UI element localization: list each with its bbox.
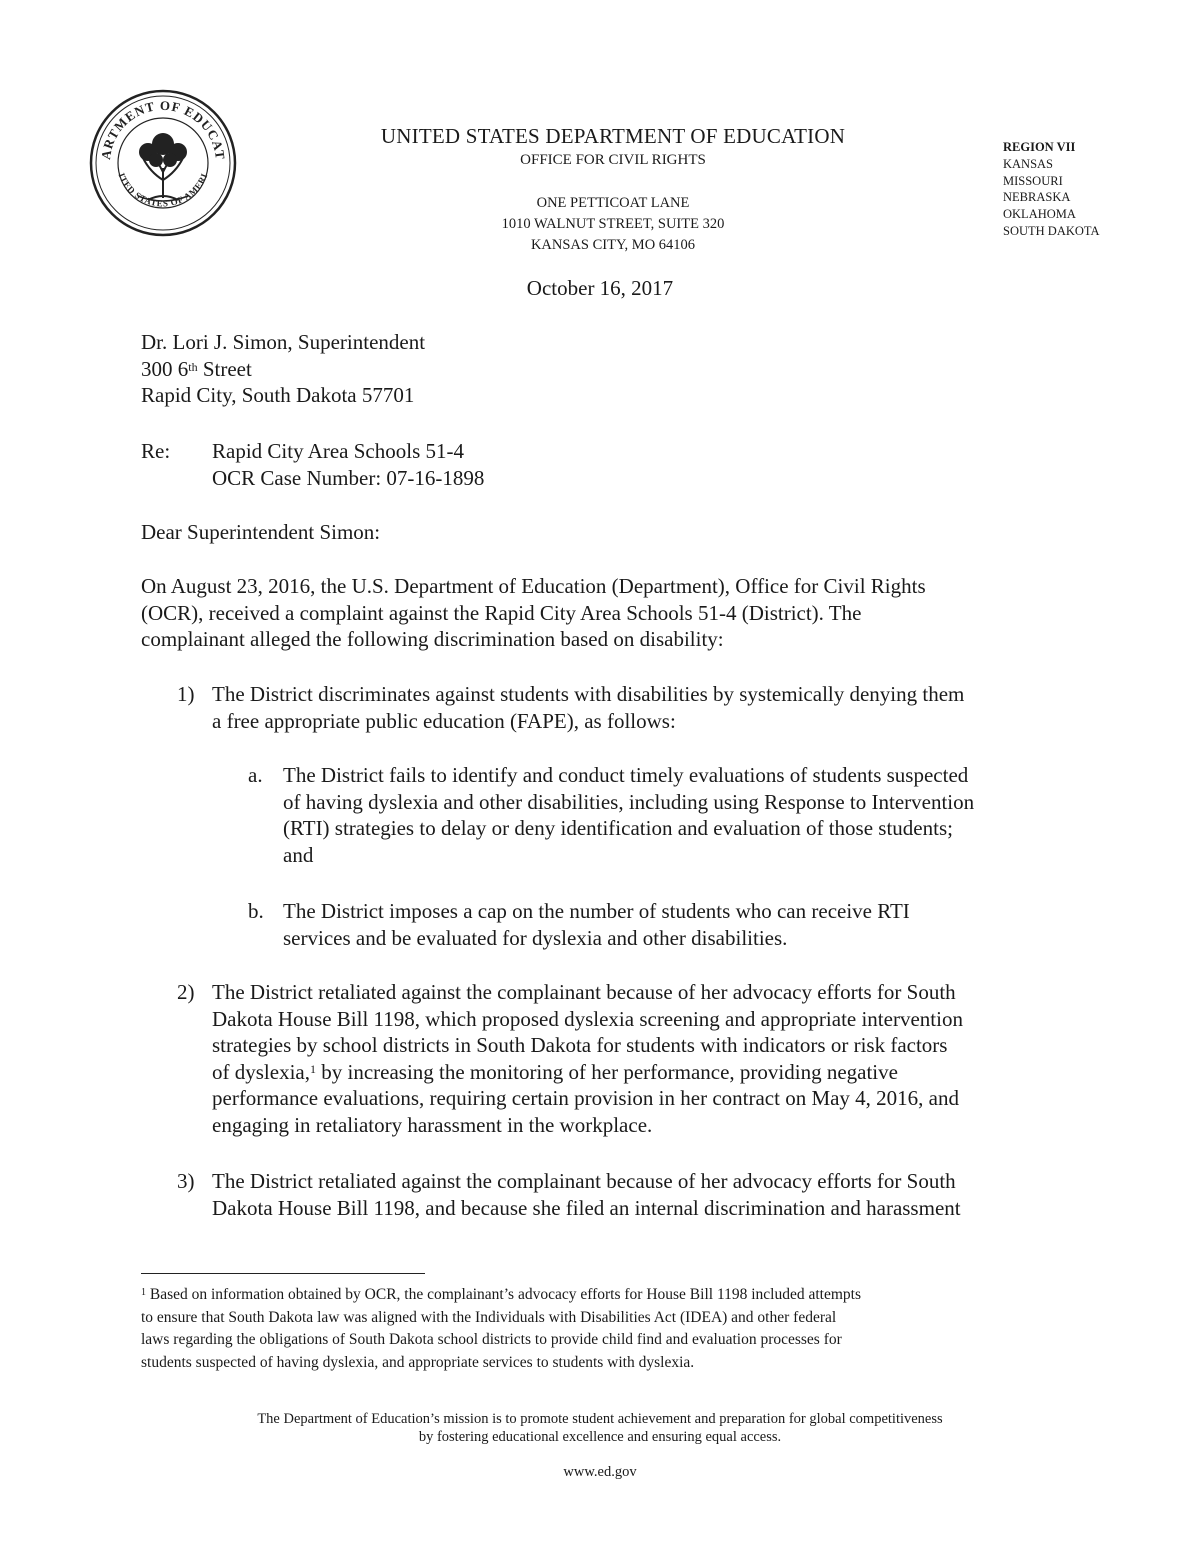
re-line: OCR Case Number: 07-16-1898 <box>212 465 485 490</box>
footnote-line: students suspected of having dyslexia, and appropriate services to students with dyslexia. <box>141 1353 695 1371</box>
sub-allegation-line: The District imposes a cap on the number of students who can receive RTI <box>283 899 910 923</box>
allegation-number: 1) <box>177 682 195 706</box>
re-label: Re: <box>141 439 171 463</box>
region-block <box>1003 139 1100 240</box>
allegation-line: The District discriminates against students with disabilities by systemically denying them <box>212 682 965 706</box>
allegation-2-text <box>212 979 963 1138</box>
sub-allegation-label: b. <box>248 899 264 923</box>
allegation-line: The District retaliated against the complainant because of her advocacy efforts for South <box>212 980 956 1004</box>
sub-allegation-line: (RTI) strategies to delay or deny identification and evaluation of those students; <box>283 816 953 840</box>
seal-emblem-icon <box>88 88 238 238</box>
allegation-line: a free appropriate public education (FAPE), as follows: <box>212 708 676 733</box>
allegation-line: engaging in retaliatory harassment in the workplace. <box>212 1112 653 1137</box>
region-state: SOUTH DAKOTA <box>1003 223 1100 238</box>
sub-allegation-line: of having dyslexia and other disabilities, including using Response to Intervention <box>283 789 975 814</box>
allegation-number: 3) <box>177 1169 195 1193</box>
svg-text:DEPARTMENT OF EDUCATION: ARTMENT OF EDUCAT <box>97 97 229 161</box>
paragraph-line: complainant alleged the following discrimination based on disability: <box>141 627 724 651</box>
re-line: Rapid City Area Schools 51-4 <box>212 439 464 463</box>
region-state: KANSAS <box>1003 156 1054 171</box>
footnote-line: laws regarding the obligations of South Dakota school districts to provide child find and evaluation processes for <box>141 1331 842 1348</box>
sub-allegation-b-text <box>283 898 910 951</box>
sub-allegation-label: a. <box>248 763 263 787</box>
region-state: NEBRASKA <box>1003 190 1071 205</box>
recipient-street: 300 6th Street <box>141 356 252 381</box>
svg-text:UNITED STATES OF AMERICA: ITED STATES OF AMERI <box>116 171 210 209</box>
agency-name: UNITED STATES DEPARTMENT OF EDUCATION <box>380 124 846 148</box>
footnote-marker: 1 <box>141 1287 146 1298</box>
recipient-address <box>141 329 425 409</box>
letter-date: October 16, 2017 <box>526 276 674 300</box>
office-name: OFFICE FOR CIVIL RIGHTS <box>520 152 706 168</box>
footnote-line: $^1$ Based on information obtained by OCR, the complainant’s advocacy efforts for House Bill 1198 included attempts <box>141 1286 862 1303</box>
sub-allegation-line: and <box>283 842 314 867</box>
address-line: 1010 WALNUT STREET, SUITE 320 <box>501 216 725 232</box>
region-state: OKLAHOMA <box>1003 207 1076 222</box>
intro-paragraph <box>141 573 1061 653</box>
footnote-divider <box>141 1273 425 1274</box>
allegation-line: strategies by school districts in South Dakota for students with indicators or risk factors <box>212 1033 948 1057</box>
allegation-1-text <box>212 681 964 734</box>
recipient-line: Dr. Lori J. Simon, Superintendent <box>141 330 426 354</box>
address-line: ONE PETTICOAT LANE <box>536 195 690 211</box>
allegation-line: performance evaluations, requiring certain provision in her contract on May 4, 2016, and <box>212 1086 960 1110</box>
allegation-line: The District retaliated against the complainant because of her advocacy efforts for South <box>212 1169 956 1193</box>
sub-allegation-line: services and be evaluated for dyslexia and other disabilities. <box>283 925 788 950</box>
allegation-3-text <box>212 1168 961 1221</box>
salutation: Dear Superintendent Simon: <box>141 520 381 544</box>
mission-line: The Department of Education’s mission is to promote student achievement and preparation for global competitiveness <box>257 1411 943 1427</box>
department-seal-logo <box>88 88 238 238</box>
allegation-line-with-footnote: of dyslexia,$^1$ by increasing the monitoring of her performance, providing negative <box>212 1059 898 1084</box>
region-title: REGION VII <box>1003 140 1076 154</box>
office-address <box>340 193 886 256</box>
sub-allegation-a-text <box>283 762 974 868</box>
paragraph-line: On August 23, 2016, the U.S. Department of Education (Department), Office for Civil Rights <box>141 574 926 598</box>
region-state: MISSOURI <box>1003 173 1063 188</box>
sub-allegation-line: The District fails to identify and conduct timely evaluations of students suspected <box>283 763 969 787</box>
mission-line: by fostering educational excellence and ensuring equal access. <box>418 1429 782 1445</box>
allegation-line: Dakota House Bill 1198, which proposed dyslexia screening and appropriate intervention <box>212 1006 963 1031</box>
allegation-number: 2) <box>177 980 195 1004</box>
allegation-line: Dakota House Bill 1198, and because she filed an internal discrimination and harassment <box>212 1195 961 1220</box>
mission-statement <box>140 1410 1060 1446</box>
footnote-line: to ensure that South Dakota law was aligned with the Individuals with Disabilities Act (IDEA) and other federal <box>141 1308 837 1326</box>
website-link[interactable]: www.ed.gov <box>563 1464 637 1480</box>
footnote-reference[interactable]: 1 <box>309 1061 316 1076</box>
address-line: KANSAS CITY, MO 64106 <box>530 237 696 253</box>
re-subject <box>212 438 484 491</box>
recipient-line: Rapid City, South Dakota 57701 <box>141 383 415 407</box>
paragraph-line: (OCR), received a complaint against the Rapid City Area Schools 51-4 (District). The <box>141 600 862 625</box>
footnote <box>141 1284 1061 1374</box>
